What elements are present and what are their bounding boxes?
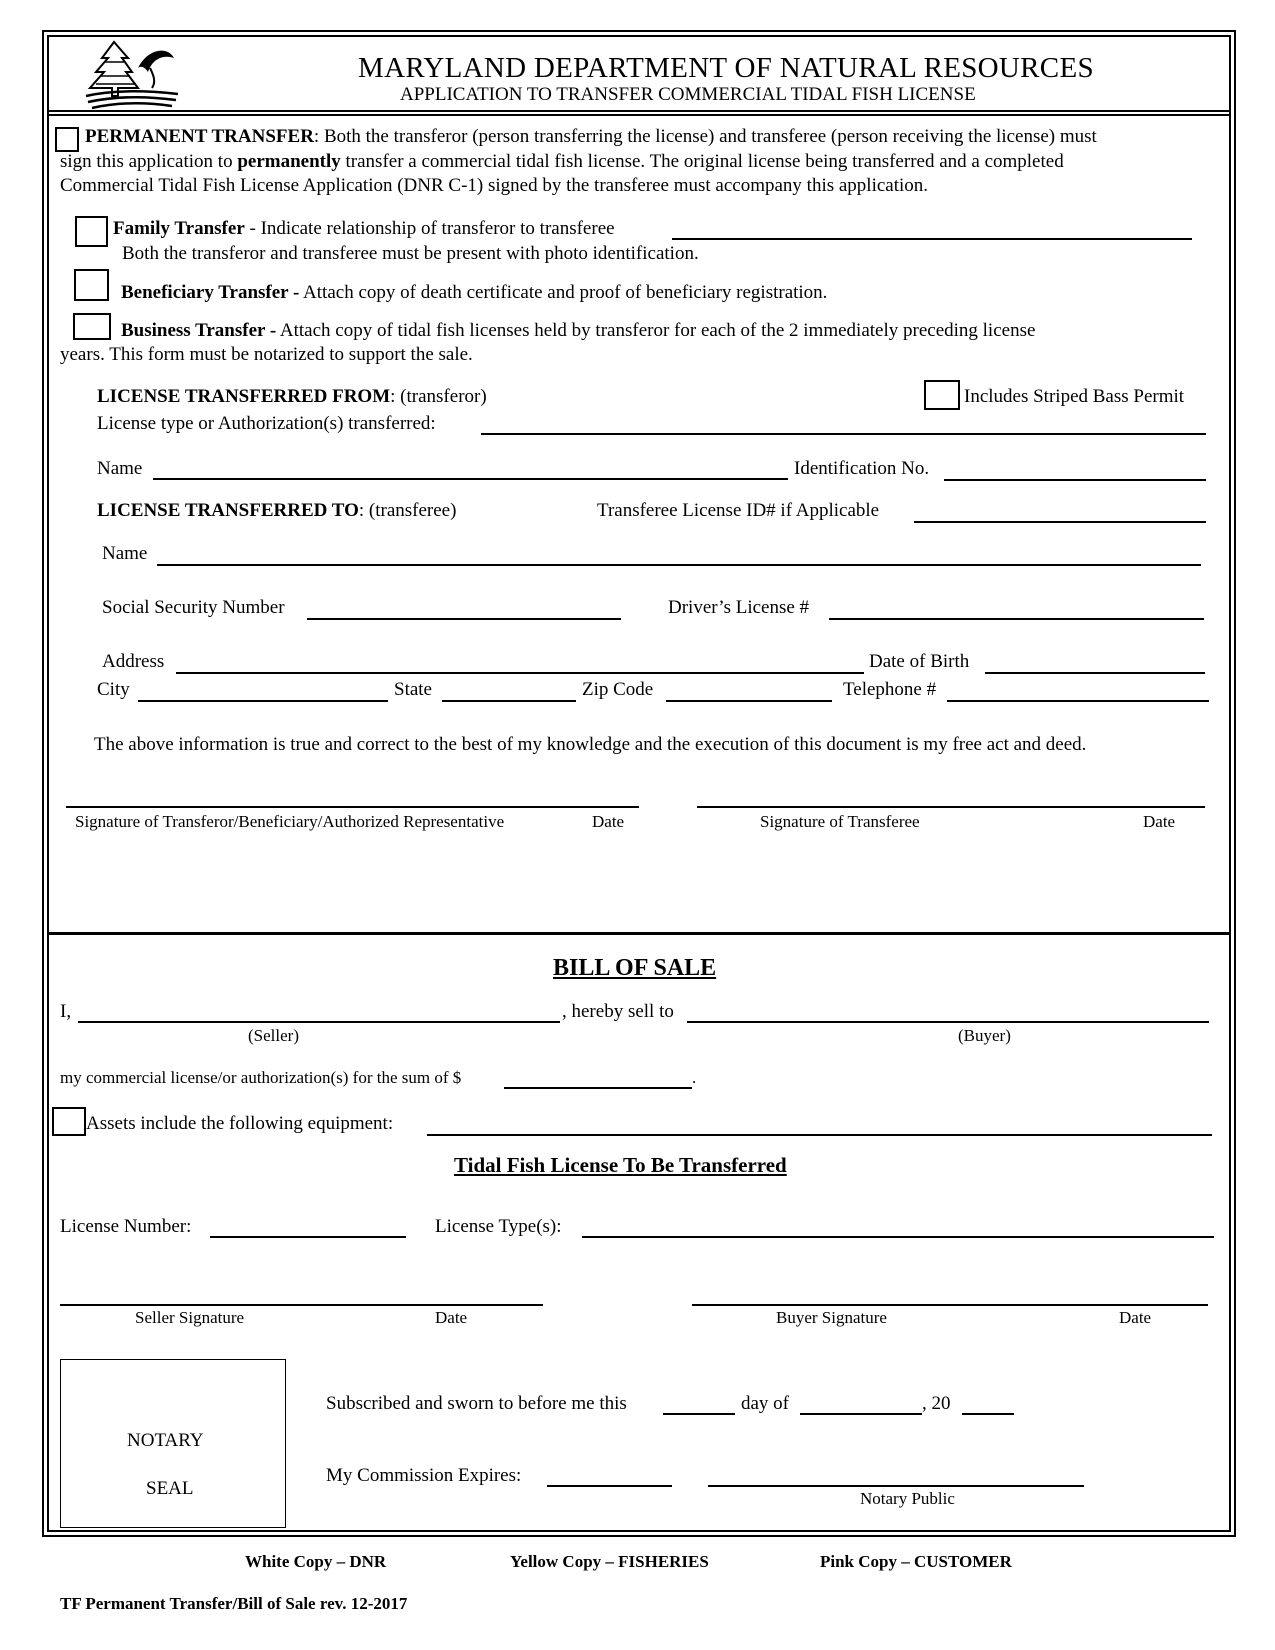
license-type-field[interactable] xyxy=(481,433,1206,435)
notary-seal-label-2: SEAL xyxy=(146,1478,194,1499)
sum-end: . xyxy=(692,1068,697,1087)
telephone-label: Telephone # xyxy=(843,679,937,700)
bill-of-sale-title: BILL OF SALE xyxy=(553,955,717,981)
license-from-heading: LICENSE TRANSFERRED FROM: (transferor) xyxy=(97,386,487,407)
family-transfer-label: Family Transfer - Indicate relationship of transferor to transferee xyxy=(113,218,615,239)
transferee-date-label: Date xyxy=(1143,812,1176,831)
address-label: Address xyxy=(102,651,165,672)
seller-caption: (Seller) xyxy=(248,1026,299,1045)
year-prefix-label: , 20 xyxy=(922,1393,951,1414)
to-name-field[interactable] xyxy=(157,564,1201,566)
beneficiary-transfer-checkbox[interactable] xyxy=(74,269,109,301)
business-transfer-label: Business Transfer - Attach copy of tidal fish licenses held by transferor for each of the 2 immediately preceding license xyxy=(121,320,1036,341)
zip-field[interactable] xyxy=(666,700,832,702)
sworn-label: Subscribed and sworn to before me this xyxy=(326,1393,627,1414)
family-transfer-checkbox[interactable] xyxy=(75,216,108,247)
sum-label: my commercial license/or authorization(s) for the sum of $ xyxy=(60,1068,462,1087)
license-types-field[interactable] xyxy=(582,1236,1214,1238)
sum-field[interactable] xyxy=(504,1087,692,1089)
seller-signature-field[interactable] xyxy=(60,1304,543,1306)
assets-field[interactable] xyxy=(427,1134,1212,1136)
header-divider-2 xyxy=(47,114,1231,116)
drivers-license-label: Driver’s License # xyxy=(668,597,810,618)
hereby-sell-label: , hereby sell to xyxy=(562,1001,674,1022)
license-number-label: License Number: xyxy=(60,1216,192,1237)
license-types-label: License Type(s): xyxy=(435,1216,562,1237)
relationship-field[interactable] xyxy=(672,238,1192,240)
city-field[interactable] xyxy=(138,700,388,702)
buyer-signature-label: Buyer Signature xyxy=(776,1308,887,1327)
striped-bass-checkbox[interactable] xyxy=(924,380,960,410)
notary-seal-label-1: NOTARY xyxy=(127,1430,204,1451)
sworn-day-field[interactable] xyxy=(663,1413,735,1415)
sworn-year-field[interactable] xyxy=(962,1413,1014,1415)
pink-copy-label: Pink Copy – CUSTOMER xyxy=(820,1552,1012,1571)
ssn-label: Social Security Number xyxy=(102,597,285,618)
dob-field[interactable] xyxy=(985,672,1205,674)
buyer-caption: (Buyer) xyxy=(958,1026,1011,1045)
transferor-signature-field[interactable] xyxy=(66,806,639,808)
transferee-signature-label: Signature of Transferee xyxy=(760,812,920,831)
state-field[interactable] xyxy=(442,700,576,702)
commission-label: My Commission Expires: xyxy=(326,1465,522,1486)
license-to-heading: LICENSE TRANSFERRED TO: (transferee) xyxy=(97,500,457,521)
dob-label: Date of Birth xyxy=(869,651,970,672)
sworn-month-field[interactable] xyxy=(800,1413,922,1415)
tree-and-heron-logo-icon xyxy=(82,38,182,110)
family-transfer-note: Both the transferor and transferee must be present with photo identification. xyxy=(122,243,699,264)
section-divider xyxy=(47,932,1231,935)
license-type-label: License type or Authorization(s) transferred: xyxy=(97,413,436,434)
striped-bass-label: Includes Striped Bass Permit xyxy=(964,386,1185,407)
notary-public-field[interactable] xyxy=(708,1485,1084,1487)
state-label: State xyxy=(394,679,432,700)
from-name-field[interactable] xyxy=(153,478,788,480)
seller-name-field[interactable] xyxy=(78,1021,560,1023)
permanent-transfer-checkbox[interactable] xyxy=(55,127,79,152)
to-name-label: Name xyxy=(102,543,148,564)
assets-checkbox[interactable] xyxy=(52,1107,86,1136)
commission-field[interactable] xyxy=(547,1485,672,1487)
seller-signature-label: Seller Signature xyxy=(135,1308,245,1327)
notary-public-label: Notary Public xyxy=(860,1489,955,1508)
ssn-field[interactable] xyxy=(307,618,621,620)
drivers-license-field[interactable] xyxy=(829,618,1204,620)
attestation-text: The above information is true and correct to the best of my knowledge and the execution of this document is my free act and deed. xyxy=(94,734,1087,755)
form-title: APPLICATION TO TRANSFER COMMERCIAL TIDAL FISH LICENSE xyxy=(400,84,976,105)
city-label: City xyxy=(97,679,130,700)
permanent-transfer-line1: PERMANENT TRANSFER: Both the transferor (person transferring the license) and transferee (person receiving the license) must xyxy=(85,126,1097,147)
day-of-label: day of xyxy=(741,1393,790,1414)
revision-label: TF Permanent Transfer/Bill of Sale rev. 12-2017 xyxy=(60,1594,408,1613)
address-field[interactable] xyxy=(176,672,864,674)
buyer-date-label: Date xyxy=(1119,1308,1152,1327)
identification-field[interactable] xyxy=(944,479,1206,481)
license-number-field[interactable] xyxy=(210,1236,406,1238)
business-transfer-checkbox[interactable] xyxy=(73,313,111,340)
transferor-signature-label: Signature of Transferor/Beneficiary/Authorized Representative xyxy=(75,812,505,831)
assets-label: Assets include the following equipment: xyxy=(86,1113,394,1134)
beneficiary-transfer-label: Beneficiary Transfer - Attach copy of death certificate and proof of beneficiary registration. xyxy=(121,282,828,303)
buyer-signature-field[interactable] xyxy=(692,1304,1208,1306)
white-copy-label: White Copy – DNR xyxy=(245,1552,387,1571)
seller-date-label: Date xyxy=(435,1308,468,1327)
transferor-date-label: Date xyxy=(592,812,625,831)
transferee-license-id-label: Transferee License ID# if Applicable xyxy=(597,500,880,521)
bill-i-label: I, xyxy=(60,1001,72,1022)
yellow-copy-label: Yellow Copy – FISHERIES xyxy=(510,1552,709,1571)
business-transfer-note: years. This form must be notarized to support the sale. xyxy=(60,344,473,365)
permanent-transfer-line2: sign this application to permanently transfer a commercial tidal fish license. The original license being transferred and a completed xyxy=(60,151,1064,172)
zip-label: Zip Code xyxy=(582,679,654,700)
department-title: MARYLAND DEPARTMENT OF NATURAL RESOURCES xyxy=(358,52,1094,84)
tidal-license-title: Tidal Fish License To Be Transferred xyxy=(454,1153,787,1177)
buyer-name-field[interactable] xyxy=(687,1021,1209,1023)
identification-label: Identification No. xyxy=(794,458,930,479)
from-name-label: Name xyxy=(97,458,143,479)
telephone-field[interactable] xyxy=(947,700,1209,702)
transferee-license-id-field[interactable] xyxy=(914,521,1206,523)
permanent-transfer-line3: Commercial Tidal Fish License Application (DNR C-1) signed by the transferee must accompany this application. xyxy=(60,175,929,196)
transferee-signature-field[interactable] xyxy=(697,806,1205,808)
header-divider xyxy=(47,110,1231,112)
